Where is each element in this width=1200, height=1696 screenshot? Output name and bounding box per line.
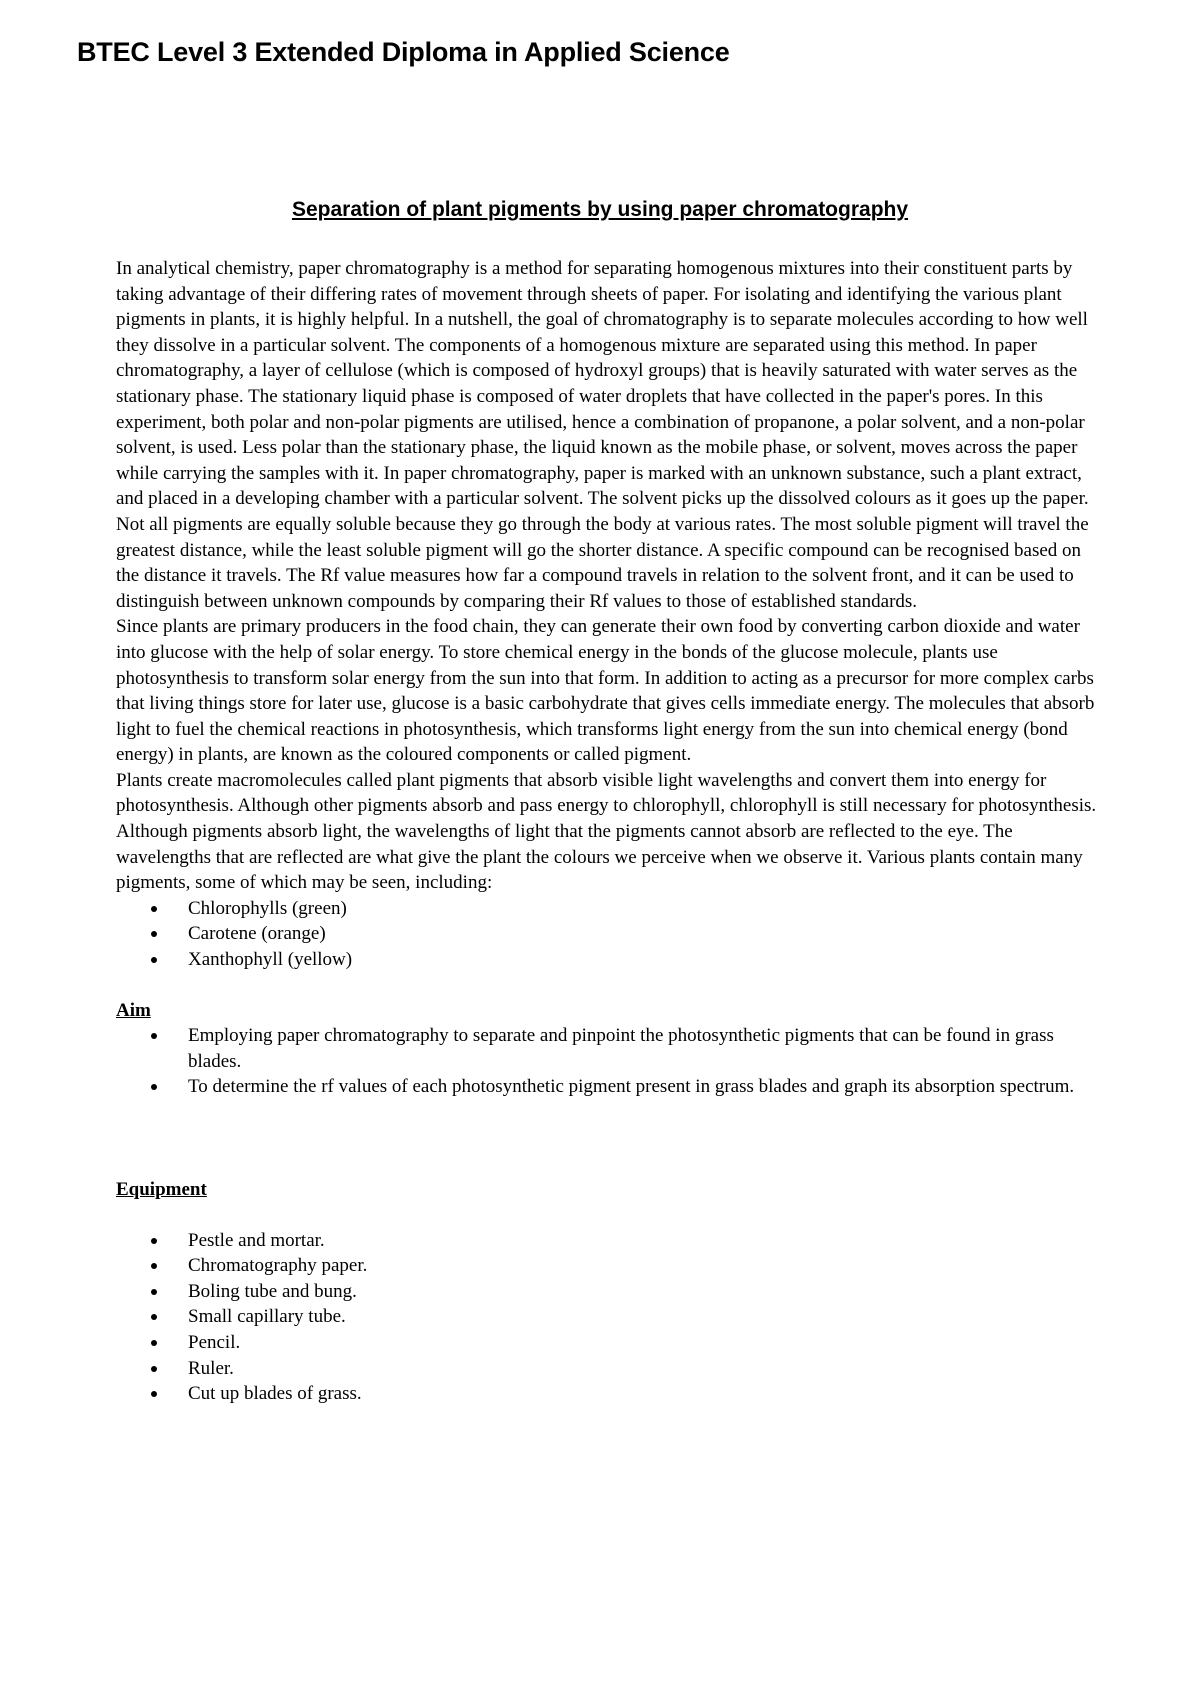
bullet-icon [151, 931, 157, 937]
list-item [188, 921, 1101, 947]
bullet-icon [151, 1314, 157, 1320]
list-item-text: Employing paper chromatography to separate and pinpoint the photosynthetic pigments that can be found in grass blades. [188, 1025, 1054, 1072]
pigment-list [116, 896, 1101, 973]
bullet-icon [151, 1340, 157, 1346]
list-item-text: Pestle and mortar. [188, 1229, 325, 1251]
list-item-text: To determine the rf values of each photosynthetic pigment present in grass blades and graph its absorption spectrum. [188, 1076, 1075, 1098]
list-item [188, 1023, 1101, 1074]
document-title: Separation of plant pigments by using paper chromatography [291, 198, 909, 221]
list-item-text: Xanthophyll (yellow) [188, 949, 353, 971]
list-item [188, 896, 1101, 922]
list-item-text: Boling tube and bung. [188, 1280, 357, 1302]
document-body [116, 256, 1101, 1407]
list-item-text: Carotene (orange) [188, 923, 326, 945]
list-item-text: Chlorophylls (green) [188, 897, 347, 919]
list-item [188, 1074, 1101, 1100]
equipment-heading: Equipment [116, 1179, 207, 1200]
aim-list [116, 1023, 1101, 1100]
bullet-icon [151, 1033, 157, 1039]
list-item [188, 1356, 1101, 1382]
bullet-icon [151, 1084, 157, 1090]
list-item [188, 1381, 1101, 1407]
bullet-icon [151, 1289, 157, 1295]
bullet-icon [151, 957, 157, 963]
list-item-text: Chromatography paper. [188, 1255, 368, 1277]
aim-heading: Aim [116, 999, 151, 1021]
bullet-icon [151, 1263, 157, 1269]
spacer [116, 1203, 1101, 1228]
list-item [188, 1228, 1101, 1254]
bullet-icon [151, 906, 157, 912]
intro-paragraph: In analytical chemistry, paper chromatography is a method for separating homogenous mixtures into their constituent parts by taking advantage of their differing rates of movement through sheets of paper. For isolating and identifying the various plant pigments in plants, it is highly helpful. In a nutshell, the goal of chromatography is to separate molecules according to how well they dissolve in a particular solvent. The components of a homogenous mixture are separated using this method. In paper chromatography, a layer of cellulose (which is composed of hydroxyl groups) that is heavily saturated with water serves as the stationary phase. The stationary liquid phase is composed of water droplets that have collected in the paper's pores. In this experiment, both polar and non-polar pigments are utilised, hence a combination of propanone, a polar solvent, and a non-polar solvent, is used. Less polar than the stationary phase, the liquid known as the mobile phase, or solvent, moves across the paper while carrying the samples with it. In paper chromatography, paper is marked with an unknown substance, such a plant extract, and placed in a developing chamber with a particular solvent. The solvent picks up the dissolved colours as it goes up the paper. Not all pigments are equally soluble because they go through the body at various rates. The most soluble pigment will travel the greatest distance, while the least soluble pigment will go the shorter distance. A specific compound can be recognised based on the distance it travels. The Rf value measures how far a compound travels in relation to the solvent front, and it can be used to distinguish between unknown compounds by comparing their Rf values to those of established standards. [116, 258, 1089, 612]
list-item [188, 1253, 1101, 1279]
list-item [188, 1330, 1101, 1356]
list-item [188, 947, 1101, 973]
list-item-text: Cut up blades of grass. [188, 1383, 362, 1405]
bullet-icon [151, 1238, 157, 1244]
spacer [116, 973, 1101, 998]
spacer [116, 1100, 1101, 1177]
list-item-text: Small capillary tube. [188, 1306, 346, 1328]
list-item-text: Ruler. [188, 1357, 234, 1379]
list-item [188, 1279, 1101, 1305]
bullet-icon [151, 1391, 157, 1397]
list-item [188, 1304, 1101, 1330]
bullet-icon [151, 1366, 157, 1372]
pigments-paragraph: Plants create macromolecules called plant pigments that absorb visible light wavelengths and convert them into energy for photosynthesis. Although other pigments absorb and pass energy to chlorophyll, chlorophyll is still necessary for photosynthesis. Although pigments absorb light, the wavelengths of light that the pigments cannot absorb are reflected to the eye. The wavelengths that are reflected are what give the plant the colours we perceive when we observe it. Various plants contain many pigments, some of which may be seen, including: [116, 769, 1097, 894]
list-item-text: Pencil. [188, 1331, 241, 1353]
equipment-list [116, 1228, 1101, 1407]
document-header: BTEC Level 3 Extended Diploma in Applied Science [77, 37, 730, 67]
photosynthesis-paragraph: Since plants are primary producers in the food chain, they can generate their own food by converting carbon dioxide and water into glucose with the help of solar energy. To store chemical energy in the bonds of the glucose molecule, plants use photosynthesis to transform solar energy from the sun into that form. In addition to acting as a precursor for more complex carbs that living things store for later use, glucose is a basic carbohydrate that gives cells immediate energy. The molecules that absorb light to fuel the chemical reactions in photosynthesis, which transforms light energy from the sun into chemical energy (bond energy) in plants, are known as the coloured components or called pigment. [116, 616, 1095, 766]
